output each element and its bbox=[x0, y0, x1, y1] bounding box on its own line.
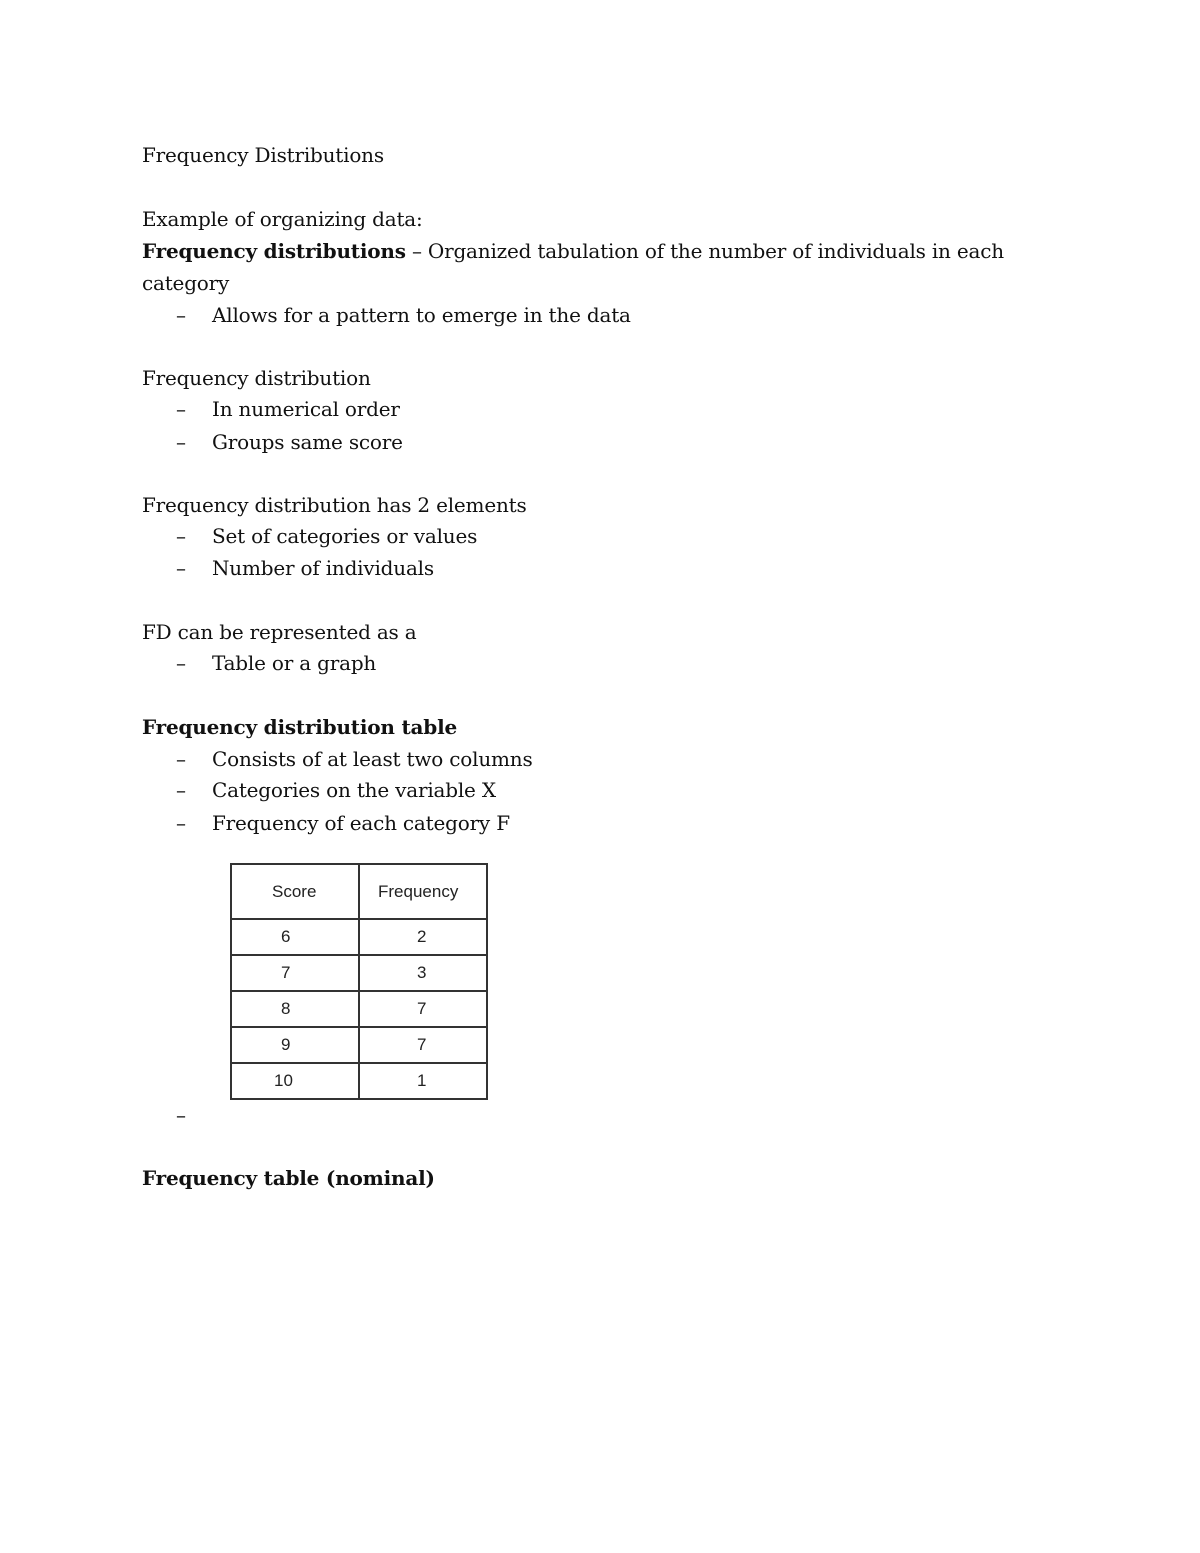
definition-continuation: category bbox=[142, 271, 230, 295]
intro-text: Example of organizing data: bbox=[142, 207, 423, 231]
table-row bbox=[231, 1063, 487, 1099]
table-header-row bbox=[231, 864, 487, 919]
table-cell-score: 10 bbox=[231, 1063, 359, 1099]
definition-line bbox=[142, 235, 1004, 267]
footer-heading: Frequency table (nominal) bbox=[142, 1166, 435, 1190]
table-cell-score: 6 bbox=[231, 919, 359, 955]
table-cell-score: 8 bbox=[231, 991, 359, 1027]
table-row bbox=[231, 919, 487, 955]
frequency-table bbox=[230, 863, 488, 1100]
bullet-dash: – bbox=[176, 556, 186, 580]
table-cell-frequency: 1 bbox=[359, 1063, 487, 1099]
section-heading-frequency-distribution: Frequency distribution bbox=[142, 366, 371, 390]
bullet-dash: – bbox=[176, 778, 186, 802]
table-cell-frequency: 2 bbox=[359, 919, 487, 955]
bullet-dash: – bbox=[176, 811, 186, 835]
table-header-frequency: Frequency bbox=[359, 864, 487, 919]
bullet-dash: – bbox=[176, 397, 186, 421]
table-row bbox=[231, 955, 487, 991]
table-row bbox=[231, 991, 487, 1027]
table-header-score: Score bbox=[231, 864, 359, 919]
table-cell-frequency: 7 bbox=[359, 1027, 487, 1063]
section-heading-table: Frequency distribution table bbox=[142, 715, 457, 739]
section-heading-represent: FD can be represented as a bbox=[142, 620, 417, 644]
table-cell-frequency: 7 bbox=[359, 991, 487, 1027]
table-cell-score: 7 bbox=[231, 955, 359, 991]
definition-term: Frequency distributions bbox=[142, 239, 406, 263]
bullet-dash: – bbox=[176, 430, 186, 454]
bullet-dash: – bbox=[176, 524, 186, 548]
table-row bbox=[231, 1027, 487, 1063]
bullet-dash: – bbox=[176, 1103, 186, 1127]
table-cell-frequency: 3 bbox=[359, 955, 487, 991]
table-cell-score: 9 bbox=[231, 1027, 359, 1063]
bullet-dash: – bbox=[176, 303, 186, 327]
bullet-dash: – bbox=[176, 747, 186, 771]
bullet-dash: – bbox=[176, 651, 186, 675]
document-page: Frequency Distributions Example of organizing data: Frequency distributions – Organized tabulation of the number of individuals in each category – Allows for a pattern to emerge in the data Frequency distribution – In numerical order – Groups same score Frequency distribution has 2 elements – Set of categories or values – Number of individuals FD can be represented as a – Table or a graph Frequency distribution table – Consists of at least two columns – Categories on the variable X – Frequency of each category F Score Frequency 6 2 7 3 8 7 9 7 10 1 – Frequency table (nominal) bbox=[0, 0, 1200, 1553]
definition-text: – Organized tabulation of the number of individuals in each bbox=[405, 239, 1004, 263]
document-title: Frequency Distributions bbox=[142, 143, 384, 167]
section-heading-elements: Frequency distribution has 2 elements bbox=[142, 493, 527, 517]
